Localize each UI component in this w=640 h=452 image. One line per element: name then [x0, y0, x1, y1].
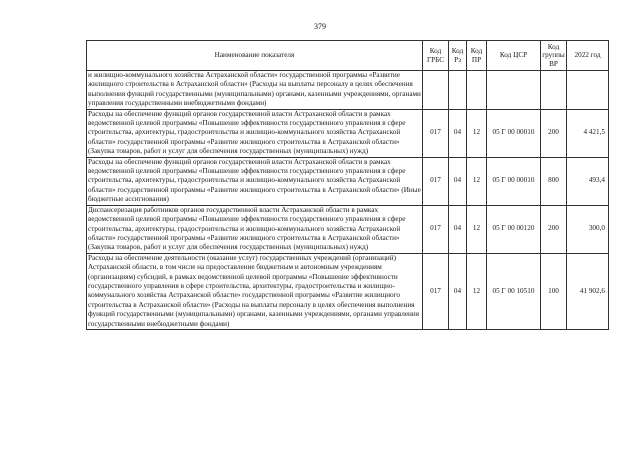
row-csr: 05 Г 00 00010: [487, 109, 541, 157]
row-csr: 05 Г 00 00120: [487, 205, 541, 253]
row-rz: 04: [449, 253, 467, 329]
row-grbs: 017: [423, 205, 449, 253]
row-amount: 493,4: [567, 157, 609, 205]
header-name: Наименование показателя: [87, 41, 423, 71]
header-vr: Код группы ВР: [541, 41, 567, 71]
row-name: Расходы на обеспечение деятельности (оказание услуг) государственных учреждений (организаций) Астраханской области, в том числе на предоставление бюджетным и автономным учреждениям (организациям) субсидий, в рамках ведомственной целевой программы «Повышение эффективности государственного управления в сфере строительства, архитектуры, градостроительства и жилищно-коммунального хозяйства Астраханской области» государственной программы «Развитие жилищного строительства в Астраханской области» (Расходы на выплаты персоналу в целях обеспечения выполнения функций государственными (муниципальными) органами, казенными учреждениями, органами управления государственными внебюджетными фондами): [87, 253, 423, 329]
row-grbs: 017: [423, 253, 449, 329]
row-grbs: 017: [423, 157, 449, 205]
row-amount: 300,0: [567, 205, 609, 253]
row-rz: 04: [449, 205, 467, 253]
row-amount: 4 421,5: [567, 109, 609, 157]
row-amount: [567, 71, 609, 110]
header-csr: Код ЦСР: [487, 41, 541, 71]
row-vr: 100: [541, 253, 567, 329]
row-grbs: [423, 71, 449, 110]
row-pr: 12: [467, 157, 487, 205]
table-row: [87, 205, 609, 253]
budget-table: [86, 40, 609, 330]
row-name: Расходы на обеспечение функций органов государственной власти Астраханской области в рамках ведомственной целевой программы «Повышение эффективности государственного управления в сфере строительства, архитектуры, градостроительства и жилищно-коммунального хозяйства Астраханской области» государственной программы «Развитие жилищного строительства в Астраханской области» (Закупка товаров, работ и услуг для обеспечения государственных (муниципальных) нужд): [87, 109, 423, 157]
row-grbs: 017: [423, 109, 449, 157]
row-csr: 05 Г 00 00010: [487, 157, 541, 205]
row-pr: 12: [467, 253, 487, 329]
table-row: [87, 253, 609, 329]
row-pr: 12: [467, 109, 487, 157]
page-number: 379: [314, 22, 326, 31]
row-name: Диспансеризация работников органов государственной власти Астраханской области в рамках ведомственной целевой программы «Повышение эффективности государственного управления в сфере строительства, архитектуры, градостроительства и жилищно-коммунального хозяйства Астраханской области» государственной программы «Развитие жилищного строительства в Астраханской области» (Закупка товаров, работ и услуг для обеспечения государственных (муниципальных) нужд): [87, 205, 423, 253]
header-pr: Код ПР: [467, 41, 487, 71]
table-row: [87, 71, 609, 110]
row-name: и жилищно-коммунального хозяйства Астраханской области» государственной программы «Развитие жилищного строительства в Астраханской области» (Расходы на выплаты персоналу в целях обеспечения выполнения функций государственными (муниципальными) органами, казенными учреждениями, органами управления государственными внебюджетными фондами): [88, 71, 421, 108]
header-year: 2022 год: [567, 41, 609, 71]
table-row: [87, 109, 609, 157]
row-pr: 12: [467, 205, 487, 253]
header-rz: Код Рз: [449, 41, 467, 71]
row-csr: 05 Г 00 10510: [487, 253, 541, 329]
row-vr: 200: [541, 205, 567, 253]
row-rz: 04: [449, 109, 467, 157]
row-pr: [467, 71, 487, 110]
row-rz: [449, 71, 467, 110]
row-amount: 41 902,6: [567, 253, 609, 329]
row-rz: 04: [449, 157, 467, 205]
table-header-row: [87, 41, 609, 71]
row-name: Расходы на обеспечение функций органов государственной власти Астраханской области в рамках ведомственной целевой программы «Повышение эффективности государственного управления в сфере строительства, архитектуры, градостроительства и жилищно-коммунального хозяйства Астраханской области» государственной программы «Развитие жилищного строительства в Астраханской области» (Иные бюджетные ассигнования): [88, 157, 421, 204]
row-vr: [541, 71, 567, 110]
row-vr: 200: [541, 109, 567, 157]
table-row: [87, 157, 609, 205]
row-vr: 800: [541, 157, 567, 205]
row-csr: [487, 71, 541, 110]
header-grbs: Код ГРБС: [423, 41, 449, 71]
